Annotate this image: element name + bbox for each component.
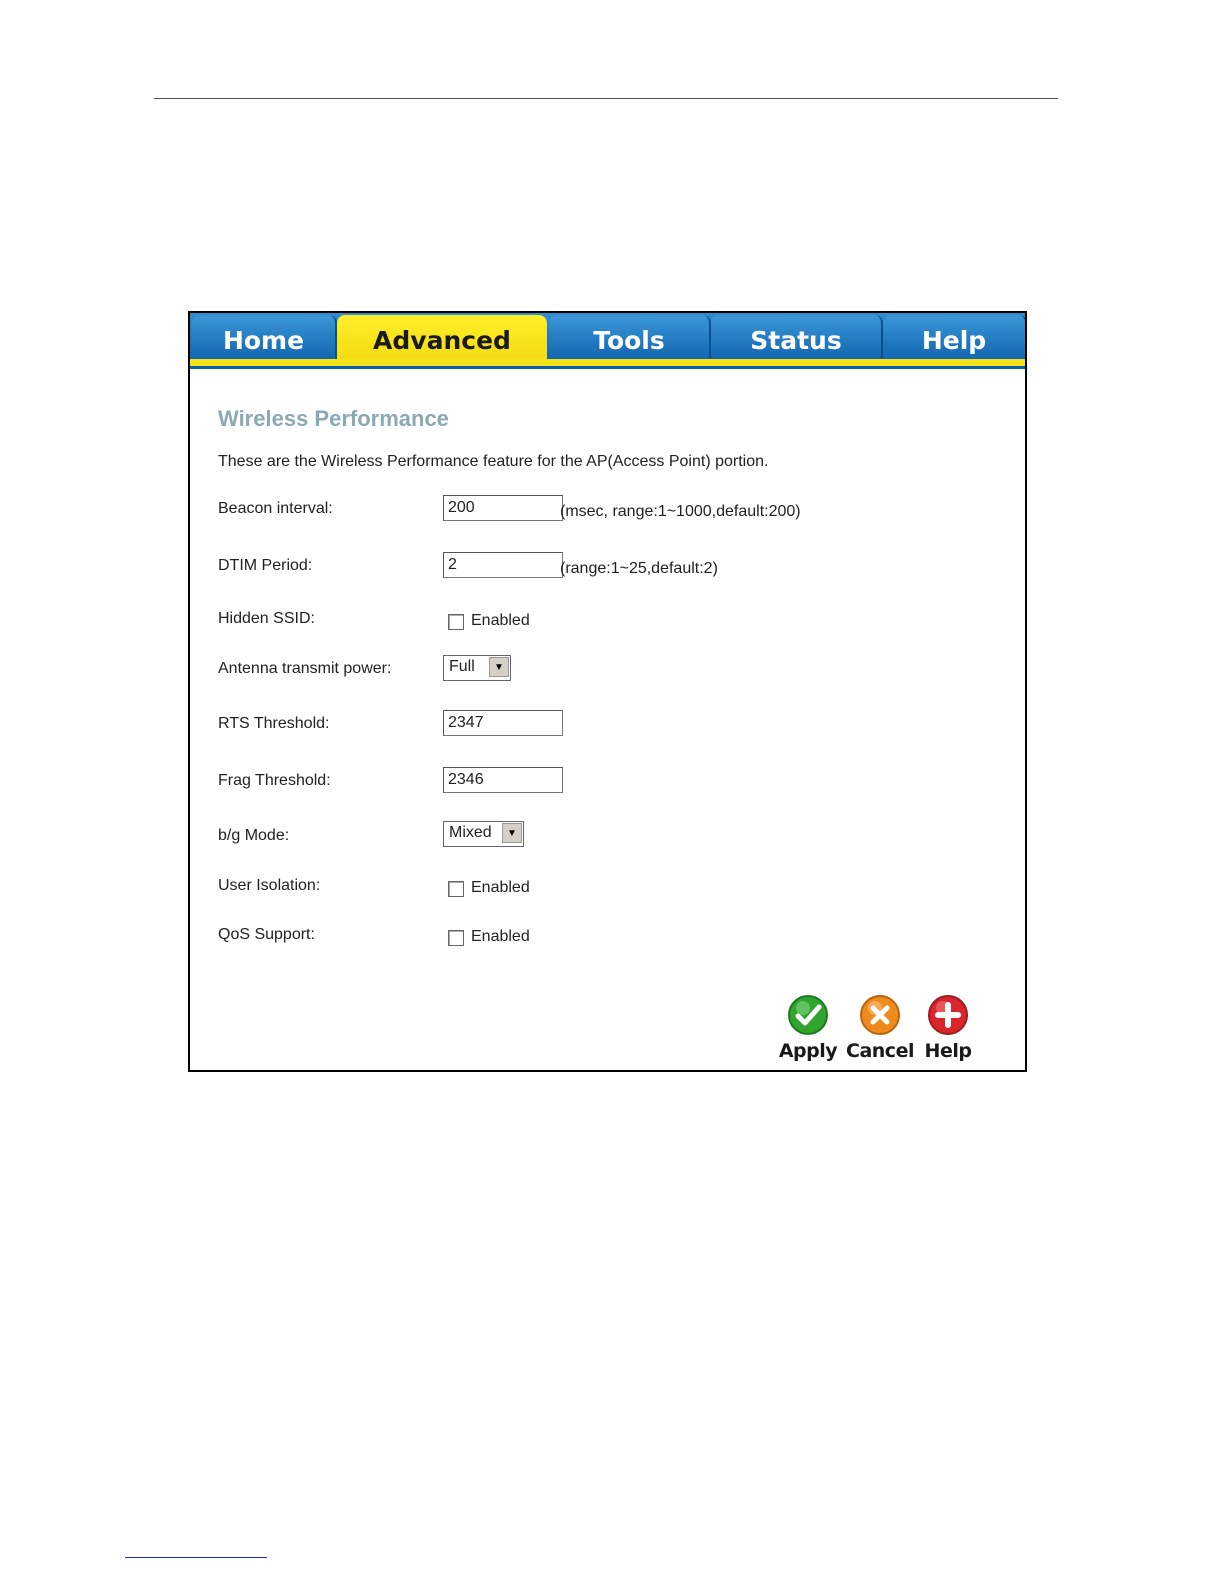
user-isolation-label: User Isolation: xyxy=(218,877,321,894)
bg-mode-label: b/g Mode: xyxy=(218,827,290,844)
tab-tools[interactable]: Tools xyxy=(549,315,711,359)
hidden-ssid-option-label: Enabled xyxy=(471,612,530,629)
tab-status[interactable]: Status xyxy=(711,315,883,359)
settings-panel xyxy=(190,369,1025,1070)
apply-button[interactable] xyxy=(776,994,840,1062)
bg-mode-value: Mixed xyxy=(449,824,492,841)
help-button-label: Help xyxy=(924,1040,972,1062)
page-description: These are the Wireless Performance feature for the AP(Access Point) portion. xyxy=(218,453,769,470)
antenna-power-select[interactable] xyxy=(443,655,511,681)
cancel-x-icon xyxy=(859,994,901,1036)
beacon-interval-hint: (msec, range:1~1000,default:200) xyxy=(560,503,801,520)
frag-threshold-input[interactable] xyxy=(443,767,563,793)
page-top-rule xyxy=(154,98,1058,99)
tab-advanced[interactable]: Advanced xyxy=(337,315,547,363)
antenna-power-value: Full xyxy=(449,658,475,675)
tab-help[interactable]: Help xyxy=(883,315,1027,359)
checkmark-icon xyxy=(787,994,829,1036)
dtim-period-hint: (range:1~25,default:2) xyxy=(560,560,718,577)
chevron-down-icon: ▼ xyxy=(502,823,522,843)
hidden-ssid-label: Hidden SSID: xyxy=(218,610,315,627)
bg-mode-select[interactable] xyxy=(443,821,524,847)
hidden-ssid-checkbox[interactable] xyxy=(448,614,464,630)
tab-bar-underline xyxy=(190,359,1025,366)
dtim-period-input[interactable] xyxy=(443,552,563,578)
help-plus-icon xyxy=(927,994,969,1036)
router-config-window xyxy=(188,311,1027,1072)
rts-threshold-input[interactable] xyxy=(443,710,563,736)
beacon-interval-label: Beacon interval: xyxy=(218,500,333,517)
user-isolation-checkbox[interactable] xyxy=(448,881,464,897)
main-tab-bar xyxy=(190,313,1025,369)
user-isolation-option-label: Enabled xyxy=(471,879,530,896)
rts-threshold-label: RTS Threshold: xyxy=(218,715,330,732)
beacon-interval-input[interactable] xyxy=(443,495,563,521)
antenna-power-label: Antenna transmit power: xyxy=(218,660,392,677)
help-button[interactable] xyxy=(920,994,976,1062)
frag-threshold-label: Frag Threshold: xyxy=(218,772,331,789)
qos-support-option-label: Enabled xyxy=(471,928,530,945)
qos-support-label: QoS Support: xyxy=(218,926,315,943)
cancel-button[interactable] xyxy=(845,994,915,1062)
dtim-period-label: DTIM Period: xyxy=(218,557,313,574)
qos-support-checkbox[interactable] xyxy=(448,930,464,946)
tab-home[interactable]: Home xyxy=(192,315,337,359)
page-title: Wireless Performance xyxy=(218,406,449,431)
cancel-button-label: Cancel xyxy=(846,1040,914,1062)
chevron-down-icon: ▼ xyxy=(489,657,509,677)
apply-button-label: Apply xyxy=(778,1040,838,1062)
page-bottom-rule xyxy=(125,1557,267,1558)
